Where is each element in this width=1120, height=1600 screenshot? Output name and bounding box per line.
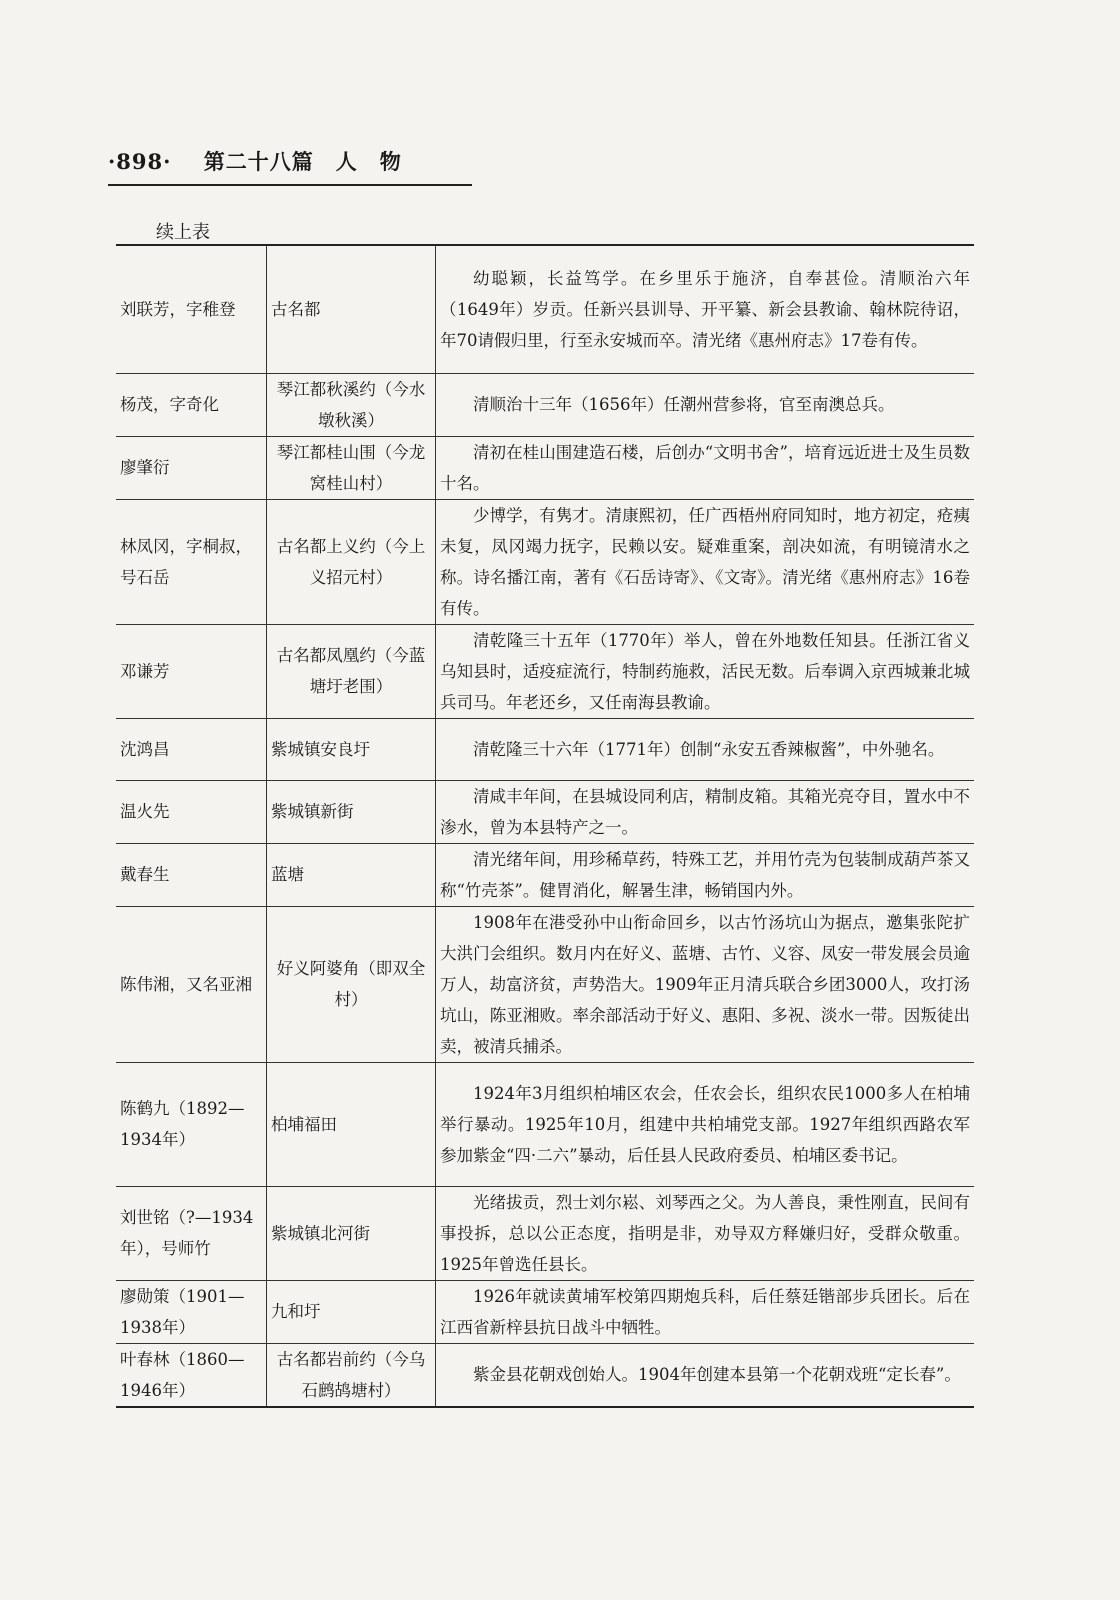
- table-row: [116, 373, 974, 436]
- person-place: 古名都岩前约（今乌石鹧鸪塘村）: [267, 1343, 436, 1407]
- page-number: ·898·: [108, 149, 172, 174]
- person-place: 紫城镇北河街: [267, 1186, 436, 1280]
- person-bio: 清顺治十三年（1656年）任潮州营参将，官至南澳总兵。: [473, 395, 895, 414]
- table-row: [116, 245, 974, 373]
- person-name: 廖勋策（1901—1938年）: [116, 1280, 267, 1343]
- table-row: [116, 780, 974, 843]
- table-row: [116, 499, 974, 624]
- table-row: [116, 1343, 974, 1407]
- person-bio: 清初在桂山围建造石楼，后创办“文明书舍”，培育远近进士及生员数十名。: [440, 442, 970, 493]
- person-name: 沈鸿昌: [116, 718, 267, 780]
- person-place: 好义阿婆角（即双全村）: [267, 906, 436, 1062]
- person-name: 廖肇衍: [116, 436, 267, 499]
- table-row: [116, 624, 974, 718]
- person-place: 琴江都桂山围（今龙窝桂山村）: [267, 436, 436, 499]
- person-name: 林凤冈，字桐叔，号石岳: [116, 499, 267, 624]
- person-place: 蓝塘: [267, 843, 436, 906]
- person-place: 古名都: [267, 245, 436, 373]
- chapter-title: 第二十八篇 人 物: [203, 149, 402, 174]
- person-bio: 光绪拔贡，烈士刘尔崧、刘琴西之父。为人善良，秉性刚直，民间有事投拆，总以公正态度，指明是非，劝导双方释嫌归好，受群众敬重。1925年曾选任县长。: [440, 1192, 970, 1274]
- table-row: [116, 906, 974, 1062]
- person-place: 古名都凤凰约（今蓝塘圩老围）: [267, 624, 436, 718]
- person-bio: 清咸丰年间，在县城设同利店，精制皮箱。其箱光亮夺目，置水中不渗水，曾为本县特产之一。: [440, 786, 970, 837]
- page-header: [108, 146, 472, 176]
- person-bio: 清乾隆三十五年（1770年）举人，曾在外地数任知县。任浙江省义乌知县时，适疫症流行，特制药施救，活民无数。后奉调入京西城兼北城兵司马。年老还乡，又任南海县教谕。: [440, 630, 970, 712]
- person-name: 陈伟湘，又名亚湘: [116, 906, 267, 1062]
- table-row: [116, 436, 974, 499]
- person-name: 邓谦芳: [116, 624, 267, 718]
- table-row: [116, 718, 974, 780]
- person-name: 叶春林（1860—1946年）: [116, 1343, 267, 1407]
- person-bio: 幼聪颖，长益笃学。在乡里乐于施济，自奉甚俭。清顺治六年（1649年）岁贡。任新兴县训导、开平纂、新会县教谕、翰林院待诏，年70请假归里，行至永安城而卒。清光绪《惠州府志》17卷有传。: [440, 268, 970, 350]
- person-place: 古名都上义约（今上义招元村）: [267, 499, 436, 624]
- person-place: 九和圩: [267, 1280, 436, 1343]
- table-row: [116, 1062, 974, 1186]
- header-rule: [108, 184, 472, 186]
- table-row: [116, 1186, 974, 1280]
- person-name: 陈鹤九（1892—1934年）: [116, 1062, 267, 1186]
- person-bio: 少博学，有隽才。清康熙初，任广西梧州府同知时，地方初定，疮痍未复，凤冈竭力抚字，民赖以安。疑难重案，剖决如流，有明镜清水之称。诗名播江南，著有《石岳诗寄》、《文寄》。清光绪《惠州府志》16卷有传。: [440, 505, 970, 618]
- person-name: 刘世铭（?—1934年），号师竹: [116, 1186, 267, 1280]
- persons-table: [116, 244, 974, 1408]
- person-place: 紫城镇安良圩: [267, 718, 436, 780]
- person-bio: 1924年3月组织柏埔区农会，任农会长，组织农民1000多人在柏埔举行暴动。1925年10月，组建中共柏埔党支部。1927年组织西路农军参加紫金“四·二六”暴动，后任县人民政府委员、柏埔区委书记。: [440, 1083, 970, 1165]
- person-place: 琴江都秋溪约（今水墩秋溪）: [267, 373, 436, 436]
- table-row: [116, 1280, 974, 1343]
- person-name: 温火先: [116, 780, 267, 843]
- person-bio: 1908年在港受孙中山衔命回乡，以古竹汤坑山为据点，邀集张陀扩大洪门会组织。数月内在好义、蓝塘、古竹、义容、凤安一带发展会员逾万人，劫富济贫，声势浩大。1909年正月清兵联合乡团3000人，攻打汤坑山，陈亚湘败。率余部活动于好义、惠阳、多祝、淡水一带。因叛徒出卖，被清兵捕杀。: [440, 912, 970, 1056]
- person-bio: 紫金县花朝戏创始人。1904年创建本县第一个花朝戏班“定长春”。: [473, 1365, 961, 1384]
- person-name: 杨茂，字奇化: [116, 373, 267, 436]
- person-bio: 1926年就读黄埔军校第四期炮兵科，后任蔡廷锴部步兵团长。后在江西省新梓县抗日战斗中牺牲。: [440, 1286, 970, 1337]
- person-name: 戴春生: [116, 843, 267, 906]
- person-place: 紫城镇新街: [267, 780, 436, 843]
- continued-label: 续上表: [156, 222, 210, 243]
- person-name: 刘联芳，字稚登: [116, 245, 267, 373]
- person-bio: 清光绪年间，用珍稀草药，特殊工艺，并用竹壳为包装制成葫芦茶又称“竹壳茶”。健胃消化，解暑生津，畅销国内外。: [440, 849, 970, 900]
- person-place: 柏埔福田: [267, 1062, 436, 1186]
- person-bio: 清乾隆三十六年（1771年）创制“永安五香辣椒酱”，中外驰名。: [473, 739, 945, 759]
- table-row: [116, 843, 974, 906]
